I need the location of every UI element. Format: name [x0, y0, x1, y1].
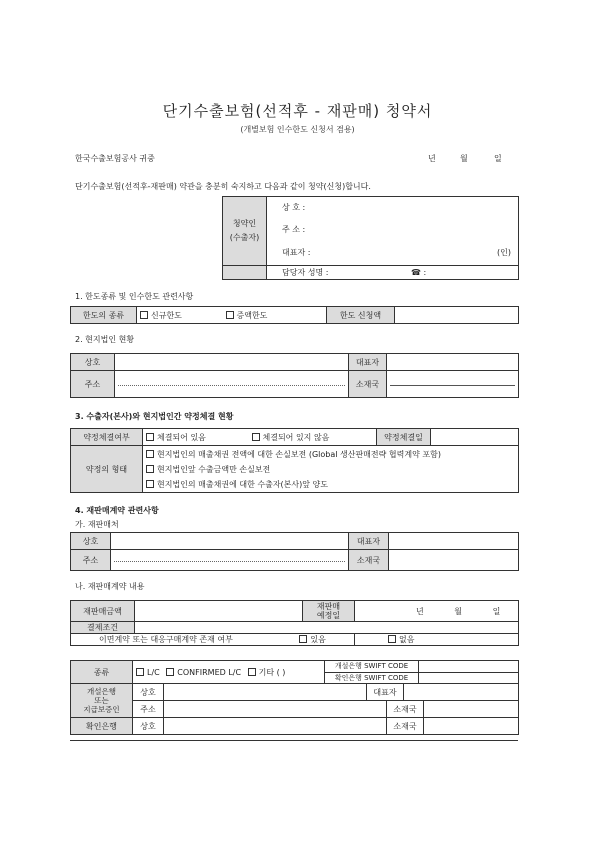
agreement-form-options	[143, 446, 519, 493]
opening-bank-country-field[interactable]	[424, 701, 519, 717]
request-amount-label: 한도 신청액	[327, 307, 395, 324]
new-limit-option[interactable]: 신규한도	[137, 307, 223, 324]
opening-swift-field[interactable]	[419, 661, 519, 673]
increase-limit-option[interactable]: 증액한도	[223, 307, 327, 324]
checkbox[interactable]	[140, 311, 148, 319]
section1-heading: 1. 한도종류 및 인수한도 관련사항	[75, 292, 194, 301]
section2-heading: 2. 현지법인 현황	[75, 335, 135, 344]
checkbox[interactable]	[252, 433, 260, 441]
resale-contract-heading: 나. 재판매계약 내용	[75, 582, 145, 591]
agreement-status-label: 약정체결여부	[71, 429, 143, 446]
checkbox[interactable]	[146, 433, 154, 441]
lc-type-options	[133, 661, 325, 684]
payment-terms-field[interactable]	[135, 622, 519, 634]
lc-option[interactable]: L/C	[136, 668, 160, 677]
payment-terms-label: 결제조건	[71, 622, 135, 634]
section2-table	[70, 353, 519, 398]
checkbox[interactable]	[146, 465, 154, 473]
buyer-company-field[interactable]	[111, 533, 349, 550]
applicant-contact[interactable]: 담당자 성명 : ☎ :	[267, 266, 519, 280]
lc-type-label: 종류	[71, 661, 133, 684]
seal-mark: (인)	[497, 248, 511, 258]
checkbox[interactable]	[136, 668, 144, 676]
resale-buyer-table	[70, 532, 519, 571]
agreement-date-field[interactable]	[431, 429, 519, 446]
not-concluded-option[interactable]: 체결되어 있지 않음	[249, 429, 377, 446]
buyer-address-label: 주소	[71, 550, 111, 571]
applicant-company[interactable]: 상 호 :	[267, 197, 519, 219]
opening-bank-address-row: 주소 소재국	[133, 701, 519, 718]
buyer-rep-label: 대표자	[349, 533, 389, 550]
opening-bank-company-field[interactable]	[164, 684, 367, 700]
local-rep-field[interactable]	[387, 354, 519, 371]
date-day: 일	[494, 154, 502, 163]
form-option-2[interactable]: 현지법인앞 수출금액만 손실보전	[146, 462, 515, 477]
applicant-label: 청약인 (수출자)	[223, 197, 267, 266]
agreement-form-label: 약정의 형태	[71, 446, 143, 493]
opening-bank-company-row: 상호 대표자	[133, 684, 519, 701]
form-subtitle: (개별보험 인수한도 신청서 겸용)	[240, 125, 355, 134]
linked-no-option[interactable]: 없음	[355, 634, 519, 646]
checkbox[interactable]	[248, 668, 256, 676]
confirming-swift-label: 확인은행 SWIFT CODE	[325, 672, 419, 684]
bottom-divider	[70, 740, 518, 741]
resale-amount-label: 재판매금액	[71, 601, 135, 622]
section1-table	[70, 306, 519, 324]
confirming-bank-label: 확인은행	[71, 718, 133, 735]
confirming-swift-field[interactable]	[419, 672, 519, 684]
concluded-option[interactable]: 체결되어 있음	[143, 429, 249, 446]
applicant-address[interactable]: 주 소 :	[267, 219, 519, 241]
checkbox[interactable]	[388, 635, 396, 643]
applicant-table	[222, 196, 519, 280]
buyer-company-label: 상호	[71, 533, 111, 550]
local-address-label: 주소	[71, 371, 115, 398]
opening-bank-rep-field[interactable]	[404, 684, 519, 700]
resale-buyer-heading: 가. 재판매처	[75, 520, 119, 529]
opening-bank-address-field[interactable]	[164, 701, 387, 717]
date-year: 년	[428, 154, 436, 163]
resale-date-label: 재판매 예정일	[303, 601, 355, 622]
linked-contract-row: 이면계약 또는 대응구매계약 존재 여부 있음	[71, 634, 355, 646]
form-option-3[interactable]: 현지법인의 매출채권에 대한 수출자(본사)앞 양도	[146, 477, 515, 492]
linked-yes-option[interactable]: 있음	[299, 635, 325, 644]
local-company-field[interactable]	[115, 354, 349, 371]
local-address-field[interactable]	[115, 371, 349, 398]
local-company-label: 상호	[71, 354, 115, 371]
form-title: 단기수출보험(선적후 - 재판매) 청약서	[162, 102, 433, 120]
section3-heading: 3. 수출자(본사)와 현지법인간 약정체결 현황	[75, 412, 234, 421]
checkbox[interactable]	[146, 480, 154, 488]
local-rep-label: 대표자	[349, 354, 387, 371]
date-month: 월	[460, 154, 468, 163]
local-country-field[interactable]	[387, 371, 519, 398]
checkbox[interactable]	[299, 635, 307, 643]
intro-text: 단기수출보험(선적후-재판매) 약관을 충분히 숙지하고 다음과 같이 청약(신청)합니다.	[75, 182, 371, 191]
opening-bank-label: 개설은행 또는 지급보증인	[71, 684, 133, 718]
resale-amount-field[interactable]	[135, 601, 303, 622]
request-amount-field[interactable]	[395, 307, 519, 324]
limit-type-label: 한도의 종류	[71, 307, 137, 324]
checkbox[interactable]	[146, 450, 154, 458]
applicant-representative[interactable]: 대표자 : (인)	[267, 241, 519, 266]
local-country-label: 소재국	[349, 371, 387, 398]
agreement-date-label: 약정체결일	[377, 429, 431, 446]
confirming-bank-company-field[interactable]	[164, 718, 387, 734]
buyer-rep-field[interactable]	[389, 533, 519, 550]
buyer-country-field[interactable]	[389, 550, 519, 571]
lc-table	[70, 660, 519, 735]
section3-table	[70, 428, 519, 493]
other-option[interactable]: 기타 ( )	[248, 668, 286, 677]
checkbox[interactable]	[166, 668, 174, 676]
confirmed-lc-option[interactable]: CONFIRMED L/C	[166, 668, 241, 677]
buyer-country-label: 소재국	[349, 550, 389, 571]
confirming-bank-row: 상호 소재국	[133, 718, 519, 735]
confirming-bank-country-field[interactable]	[424, 718, 519, 734]
resale-date-field[interactable]: 년 월 일	[355, 601, 519, 622]
checkbox[interactable]	[226, 311, 234, 319]
buyer-address-field[interactable]	[111, 550, 349, 571]
form-option-1[interactable]: 현지법인의 매출채권 전액에 대한 손실보전 (Global 생산판매전략 협력계약 포함)	[146, 447, 515, 462]
opening-swift-label: 개설은행 SWIFT CODE	[325, 661, 419, 673]
resale-contract-table	[70, 600, 519, 646]
recipient: 한국수출보험공사 귀중	[75, 154, 155, 163]
section4-heading: 4. 재판매계약 관련사항	[75, 506, 159, 515]
